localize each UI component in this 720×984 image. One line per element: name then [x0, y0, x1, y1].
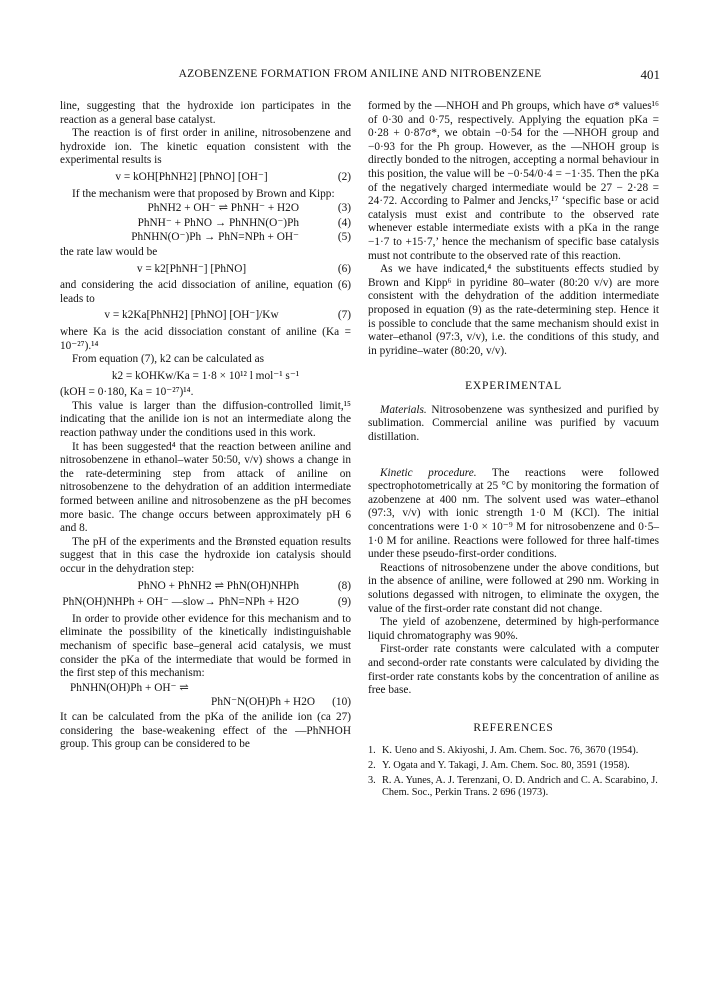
equation-2 [60, 171, 351, 185]
paragraph: formed by the —NHOH and Ph groups, which have σ* values¹⁶ of 0·30 and 0·75, respectively. Applying the equation pKa = 0·28 + 0·87σ*, we obtain −0·54 for the —NHOH group and −0·93 for the Ph group. However, as the —NHOH group is directly bonded to the nitrogen, accepting a normal behaviour in this position, the value will be −0·54/0·4 = −1·35. Then the pKa of the negatively charged intermediate would be 27 − 2·28 = 24·72. According to Palmer and Jencks,¹⁷ ‘specific base or acid catalysis must exist and contribute to the observed rate whenever estable intermediate exists with a pKa in the range −1·7 to +15·7,’ hence the mechanism of specific base catalysis must not contribute to the observed rate of this reaction. [368, 100, 659, 262]
paragraph: First-order rate constants were calculated with a computer and second-order rate constants were calculated by dividing the first-order rate constants kobs by the concentration of aniline as free base. [368, 643, 659, 697]
equation-6 [60, 263, 351, 277]
equation-8 [60, 580, 351, 594]
equation-number: (3) [337, 202, 351, 215]
paragraph: the rate law would be [60, 245, 158, 258]
paragraph: It can be calculated from the pKa of the anilide ion (ca 27) considering the base-weakening effect of the —PhNHOH group. This group can be considered to be [60, 710, 351, 751]
paragraph: If the mechanism were that proposed by Brown and Kipp: [72, 187, 335, 200]
section-title-references: REFERENCES [473, 721, 554, 734]
equation-text: v = k2[PhNH⁻] [PhNO] [136, 262, 247, 275]
reference-number: 2. [368, 759, 376, 771]
equation-10-line-2 [60, 696, 351, 710]
equation-text: PhNO + PhNH2 ⇌ PhN(OH)NHPh [137, 579, 299, 592]
equation-text: v = kOH[PhNH2] [PhNO] [OH⁻] [115, 170, 268, 183]
equation-text: PhNH⁻ + PhNO → PhNHN(O⁻)Ph [137, 216, 299, 229]
page-number: 401 [640, 67, 660, 82]
equation-number: (9) [337, 596, 351, 609]
equation-number: (5) [337, 231, 351, 244]
materials-paragraph [368, 404, 659, 445]
paragraph: where Ka is the acid dissociation constant of aniline (Ka = 10⁻²⁷).¹⁴ [60, 325, 351, 352]
equation-7 [60, 309, 351, 323]
equation-text: k2 = kOHKw/Ka = 1·8 × 10¹² l mol⁻¹ s⁻¹ [111, 369, 300, 382]
paragraph: In order to provide other evidence for this mechanism and to eliminate the possibility of the kinetically indistinguishable mechanism of specific base–general acid catalysis, we must consider the pKa of the intermediate that would be formed in the first step of this mechanism: [60, 612, 351, 680]
paragraph: The yield of azobenzene, determined by high-performance liquid chromatography was 90%. [368, 616, 659, 642]
equation-number: (7) [337, 309, 351, 322]
equation-9 [60, 596, 351, 610]
section-title-experimental: EXPERIMENTAL [465, 380, 562, 393]
equation-number: (10) [332, 696, 351, 709]
paragraph: Reactions of nitrosobenzene under the above conditions, but in the absence of aniline, were followed at 290 nm. Working in solutions degassed with nitrogen, to eliminate the oxygen, the value of the first-order rate constant did not change. [368, 561, 659, 615]
reference-list [368, 745, 659, 799]
paragraph: It has been suggested⁴ that the reaction between aniline and nitrosobenzene in ethanol–water 50:50, v/v) shows a change in the rate-determining step from attack of aniline on nitrosobenzene to the dehydration of an addition intermediate formed between aniline and nitrosobenzene as the pH becomes more basic. The change occurs between approximately pH 6 and 8. [60, 440, 351, 535]
equation-number: (4) [337, 216, 351, 229]
equation-text: PhN(OH)NHPh + OH⁻ —slow→ PhN=NPh + H2O [62, 596, 299, 609]
paragraph: From equation (7), k2 can be calculated as [72, 353, 264, 366]
paragraph: As we have indicated,⁴ the substituents effects studied by Brown and Kipp⁶ in pyridine 80–water (80:20 v/v) are more consistent with the dehydration of the addition intermediate proposed in equation (9) as the rate-determining step. Hence it is possible to conclude that the same mechanism should exist in water–ethanol (97:3, v/v), i.e. the conditions of this study, and in pyridine–water (80:20, v/v). [368, 263, 659, 357]
run-in-heading: Materials. [380, 403, 427, 416]
page-header [60, 68, 660, 86]
equation-4 [60, 217, 351, 231]
reference-text: K. Ueno and S. Akiyoshi, J. Am. Chem. Soc. 76, 3670 (1954). [382, 745, 639, 757]
kinetic-procedure-paragraph [368, 467, 659, 562]
paragraph: (kOH = 0·180, Ka = 10⁻²⁷)¹⁴. [60, 386, 194, 399]
paragraph: line, suggesting that the hydroxide ion participates in the reaction as a general base catalyst. [60, 100, 351, 126]
equation-text: v = k2Ka[PhNH2] [PhNO] [OH⁻]/Kw [104, 309, 279, 322]
paragraph: The pH of the experiments and the Brønsted equation results suggest that in this case the hydroxide ion catalysis should occur in the dehydration step: [60, 535, 351, 575]
right-column [368, 100, 659, 802]
running-title: AZOBENZENE FORMATION FROM ANILINE AND NITROBENZENE [178, 68, 542, 80]
equation-10-line-1 [60, 682, 351, 696]
paragraph: and considering the acid dissociation of aniline, equation (6) leads to [60, 279, 351, 305]
reference-number: 3. [368, 774, 376, 786]
reference-item [368, 775, 659, 800]
equation-number: (6) [337, 262, 351, 275]
reference-number: 1. [368, 745, 376, 757]
reference-text: R. A. Yunes, A. J. Terenzani, O. D. Andrich and C. A. Scarabino, J. Chem. Soc., Perkin Trans. 2 696 (1973). [382, 774, 658, 799]
equation-text: PhN⁻N(OH)Ph + H2O [211, 696, 315, 709]
reference-item [368, 745, 659, 758]
paragraph: This value is larger than the diffusion-controlled limit,¹⁵ indicating that the anilide ion is not an intermediate along the reaction pathway under the conditions used in this work. [60, 399, 351, 440]
equation-text: PhNHN(O⁻)Ph → PhN=NPh + OH⁻ [131, 231, 299, 244]
paragraph-text: The reactions were followed spectrophotometrically at 25 °C by monitoring the formation of azobenzene at 400 nm. The solvent used was water–ethanol (97:3, v/v) with ionic strength 1·0 M (KCl). The initial concentrations were 1·0 × 10⁻⁹ M for nitrosobenzene and 0·5–1·0 M for aniline. Reactions were followed for three half-times under these pseudo-first-order conditions. [368, 466, 659, 561]
equation-k2 [60, 370, 351, 384]
equation-5 [60, 231, 351, 245]
run-in-heading: Kinetic procedure. [380, 466, 477, 479]
equation-text: PhNHN(OH)Ph + OH⁻ ⇌ [70, 681, 189, 694]
equation-3 [60, 202, 351, 216]
left-column [60, 100, 351, 752]
reference-item [368, 760, 659, 773]
equation-text: PhNH2 + OH⁻ ⇌ PhNH⁻ + H2O [147, 202, 299, 215]
reference-text: Y. Ogata and Y. Takagi, J. Am. Chem. Soc. 80, 3591 (1958). [382, 759, 630, 771]
paragraph-text: Nitrosobenzene was synthesized and purified by sublimation. Commercial aniline was purified by vacuum distillation. [368, 403, 659, 444]
equation-number: (2) [337, 170, 351, 183]
equation-number: (8) [337, 579, 351, 592]
paragraph: The reaction is of first order in aniline, nitrosobenzene and hydroxide ion. The kinetic equation consistent with the experimental results is [60, 127, 351, 167]
